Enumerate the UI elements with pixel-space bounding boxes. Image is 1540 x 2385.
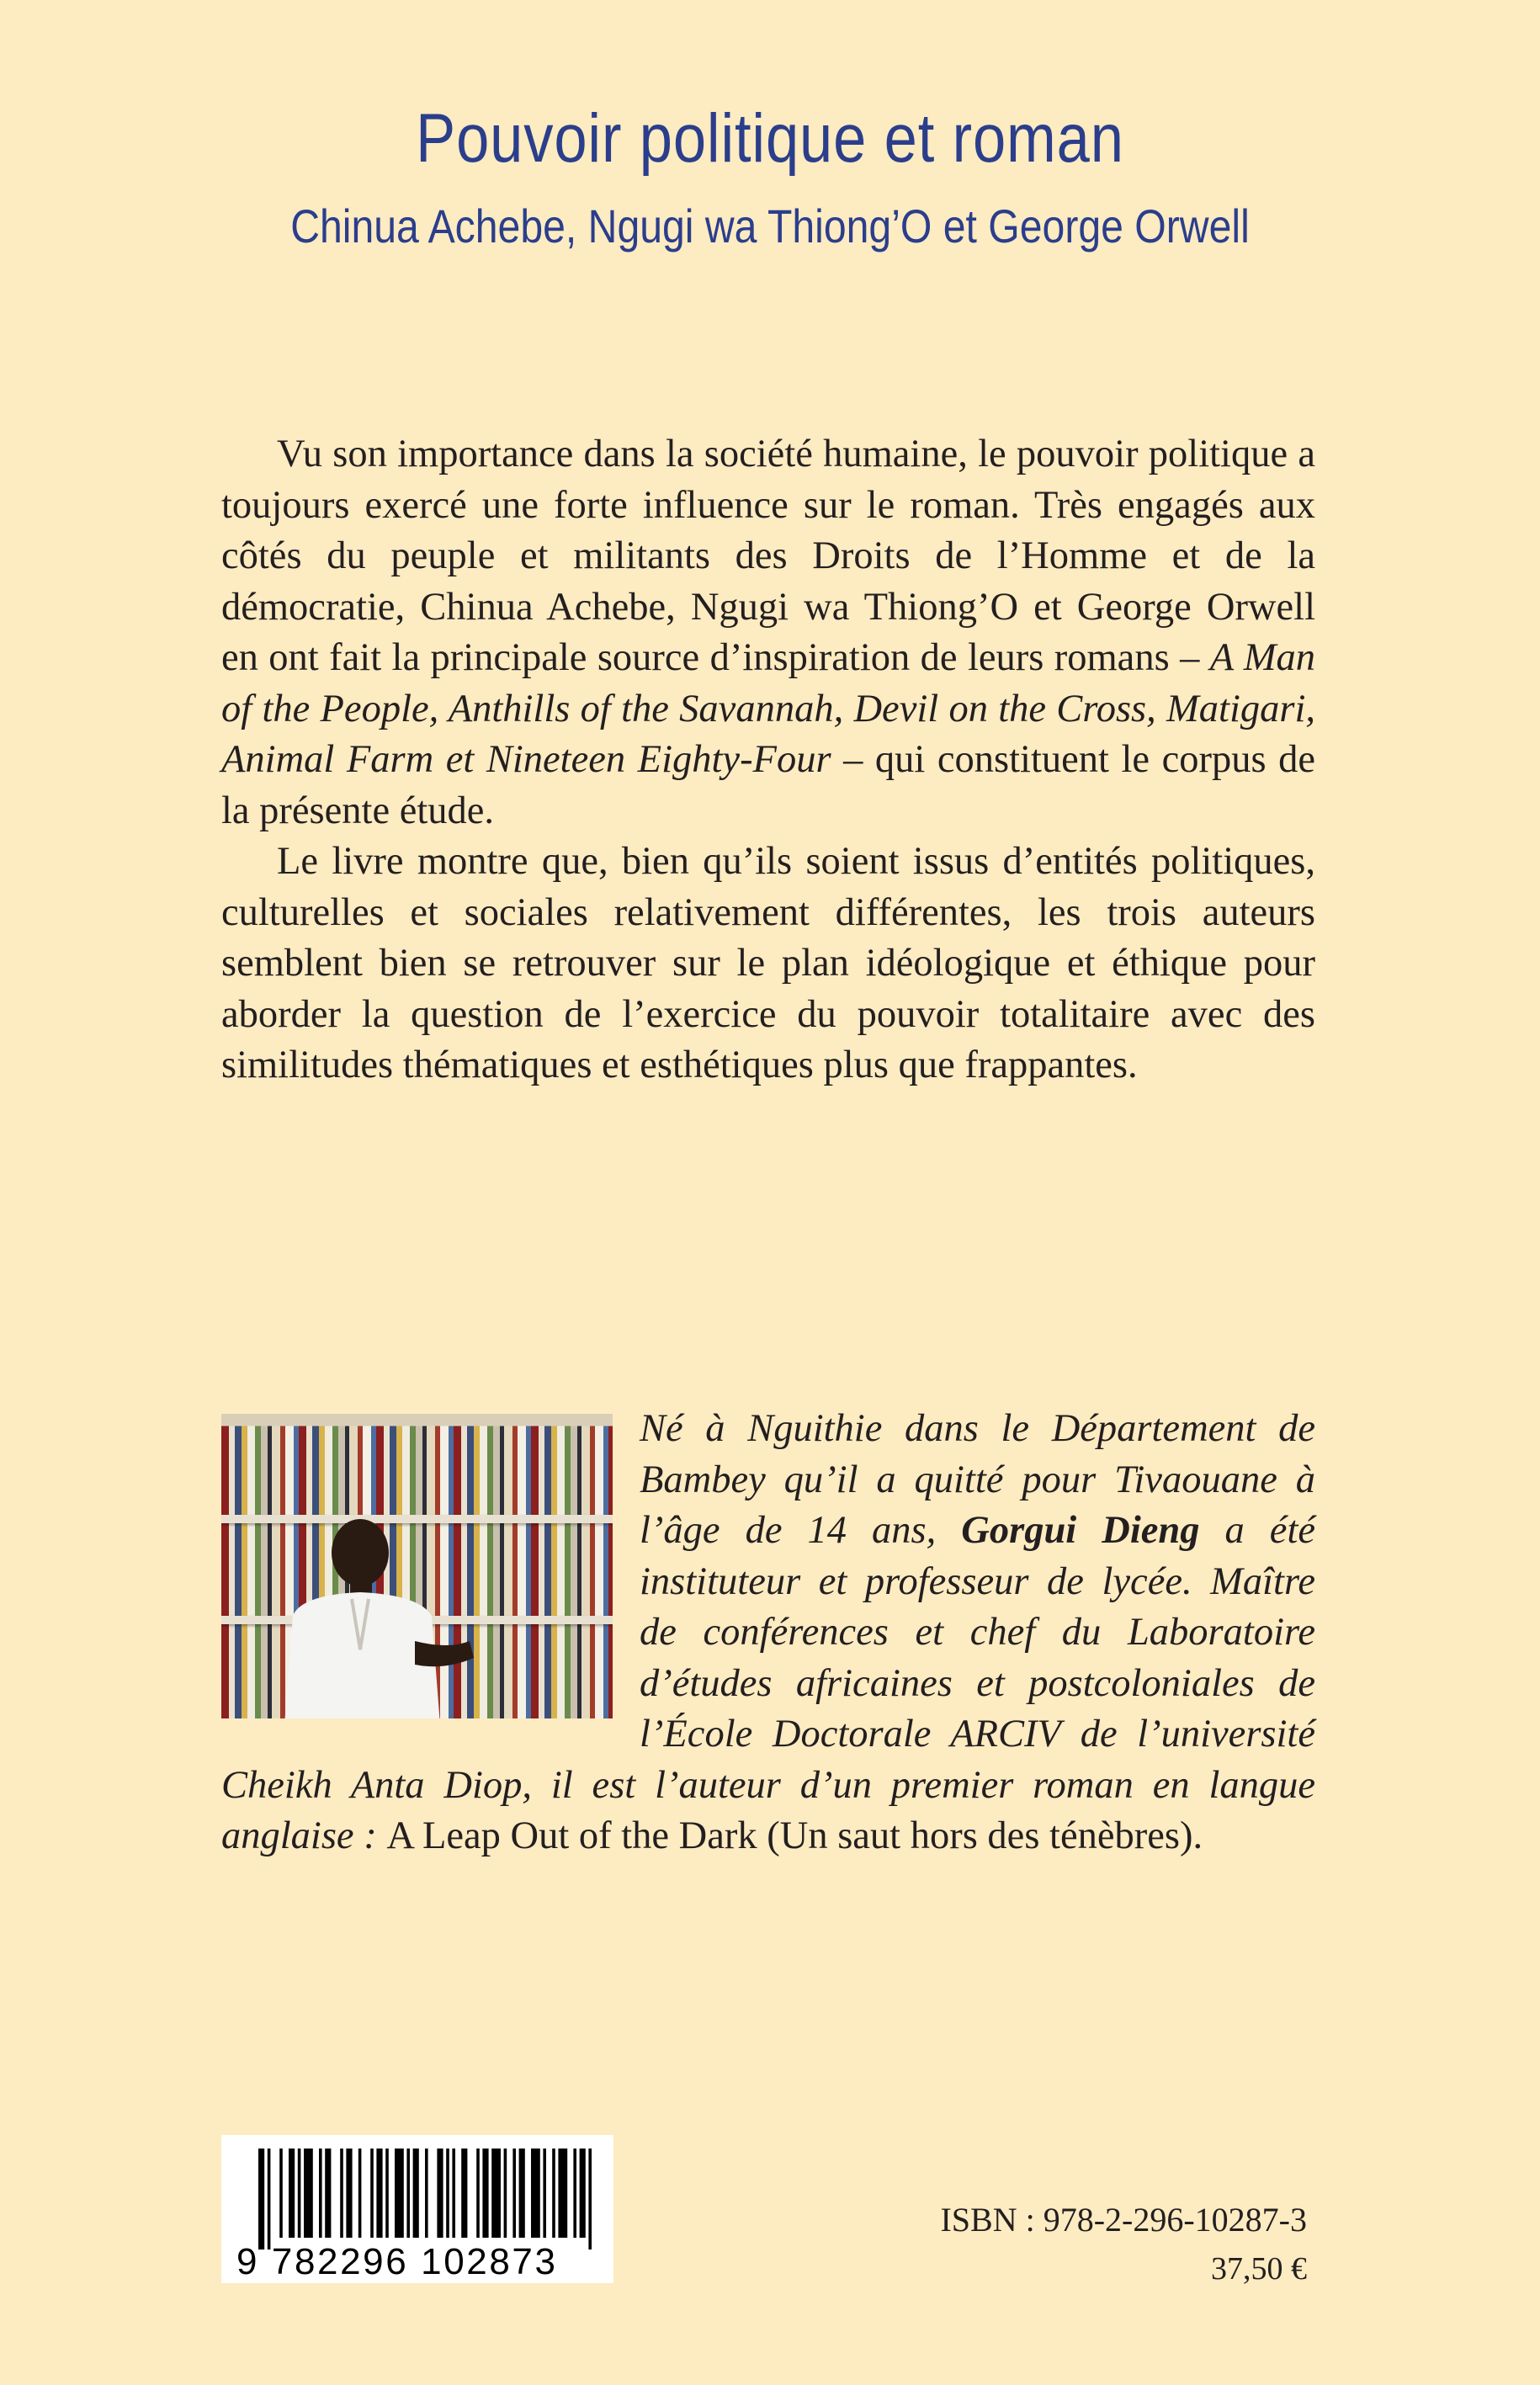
- novel-titles: A Man of the People, Anthills of the Savannah, Devil on the Cross, Matigari, Animal Farm et Nineteen Eighty-Four: [221, 636, 1315, 781]
- author-name: Gorgui Dieng: [961, 1509, 1200, 1552]
- barcode-bar: [340, 2149, 343, 2238]
- price: 37,50 €: [1211, 2251, 1307, 2287]
- barcode-bar: [304, 2149, 313, 2238]
- blurb-paragraph-1: [221, 429, 1315, 837]
- barcode-bar: [298, 2149, 301, 2238]
- barcode-bar: [588, 2149, 592, 2250]
- barcode-bar: [425, 2149, 428, 2238]
- barcode-bar: [531, 2149, 540, 2238]
- book-title: Pouvoir politique et roman: [416, 100, 1124, 177]
- person-icon: [268, 1515, 478, 1718]
- barcode-bar: [376, 2149, 382, 2238]
- barcode-bar: [370, 2149, 374, 2238]
- barcode-bar: [319, 2149, 322, 2238]
- blurb-text: – qui constituent le corpus de la présente étude.: [221, 738, 1315, 832]
- barcode-bar: [446, 2149, 449, 2238]
- barcode-bar: [482, 2149, 488, 2238]
- barcode-bar: [268, 2149, 271, 2250]
- barcode-bar: [346, 2149, 352, 2238]
- barcode-bar: [325, 2149, 331, 2238]
- barcode-bar: [476, 2149, 480, 2238]
- author-photo: [221, 1414, 613, 1718]
- barcode-bar: [452, 2149, 455, 2238]
- bio-text: Né à Nguithie dans le Département de Bambey qu’il a quitté pour Tivaouane à l’âge de 14 ans,: [640, 1407, 1315, 1552]
- blurb-text: Vu son importance dans la société humaine, le pouvoir politique a toujours exercé une forte influence sur le roman. Très engagés aux côtés du peuple et militants des Droits de l’Homme et de la démocratie, Chinua Achebe, Ngugi wa Thiong’O et George Orwell en ont fait la principale source d’inspiration de leurs romans –: [221, 433, 1315, 679]
- blurb: [221, 429, 1315, 1092]
- barcode-bar: [358, 2149, 362, 2238]
- barcode-bar: [512, 2149, 516, 2238]
- barcode-bar: [395, 2149, 404, 2238]
- barcode-bar: [461, 2149, 467, 2238]
- book-subtitle: Chinua Achebe, Ngugi wa Thiong’O et George Orwell: [290, 199, 1250, 252]
- novel-title: A Leap Out of the Dark (Un saut hors des ténèbres).: [386, 1814, 1203, 1857]
- barcode-bar: [437, 2149, 443, 2238]
- isbn: ISBN : 978-2-296-10287-3: [940, 2201, 1307, 2239]
- barcode-bar: [519, 2149, 525, 2238]
- author-bio: [221, 1404, 1315, 1862]
- barcode-bar: [491, 2149, 501, 2238]
- barcode-bar: [385, 2149, 389, 2238]
- barcode-bar: [543, 2149, 546, 2238]
- barcode-bar: [558, 2149, 567, 2238]
- barcode-digits: 9 782296 102873: [236, 2241, 558, 2282]
- blurb-paragraph-2: Le livre montre que, bien qu’ils soient issus d’entités politiques, culturelles et sociales relativement différentes, les trois auteurs semblent bien se retrouver sur le plan idéologique et éthique pour aborder la question de l’exercice du pouvoir totalitaire avec des similitudes thématiques et esthétiques plus que frappantes.: [221, 840, 1315, 1086]
- barcode-bar: [406, 2149, 410, 2238]
- barcode-bar: [580, 2149, 586, 2238]
- barcode-bar: [573, 2149, 576, 2238]
- bio-text: a été instituteur et professeur de lycée. Maître de conférences et chef du Laboratoire d’études africaines et postcoloniales de l’École Doctorale ARCIV de l’université Cheikh Anta Diop, il est l’auteur d’un premier roman en langue anglaise :: [221, 1509, 1315, 1857]
- barcode-bar: [413, 2149, 419, 2238]
- barcode-bar: [289, 2149, 295, 2238]
- barcode-bar: [279, 2149, 283, 2238]
- barcode-bar: [258, 2149, 264, 2250]
- barcode-bar: [552, 2149, 555, 2238]
- barcode: [221, 2135, 613, 2283]
- barcode-bar: [504, 2149, 507, 2238]
